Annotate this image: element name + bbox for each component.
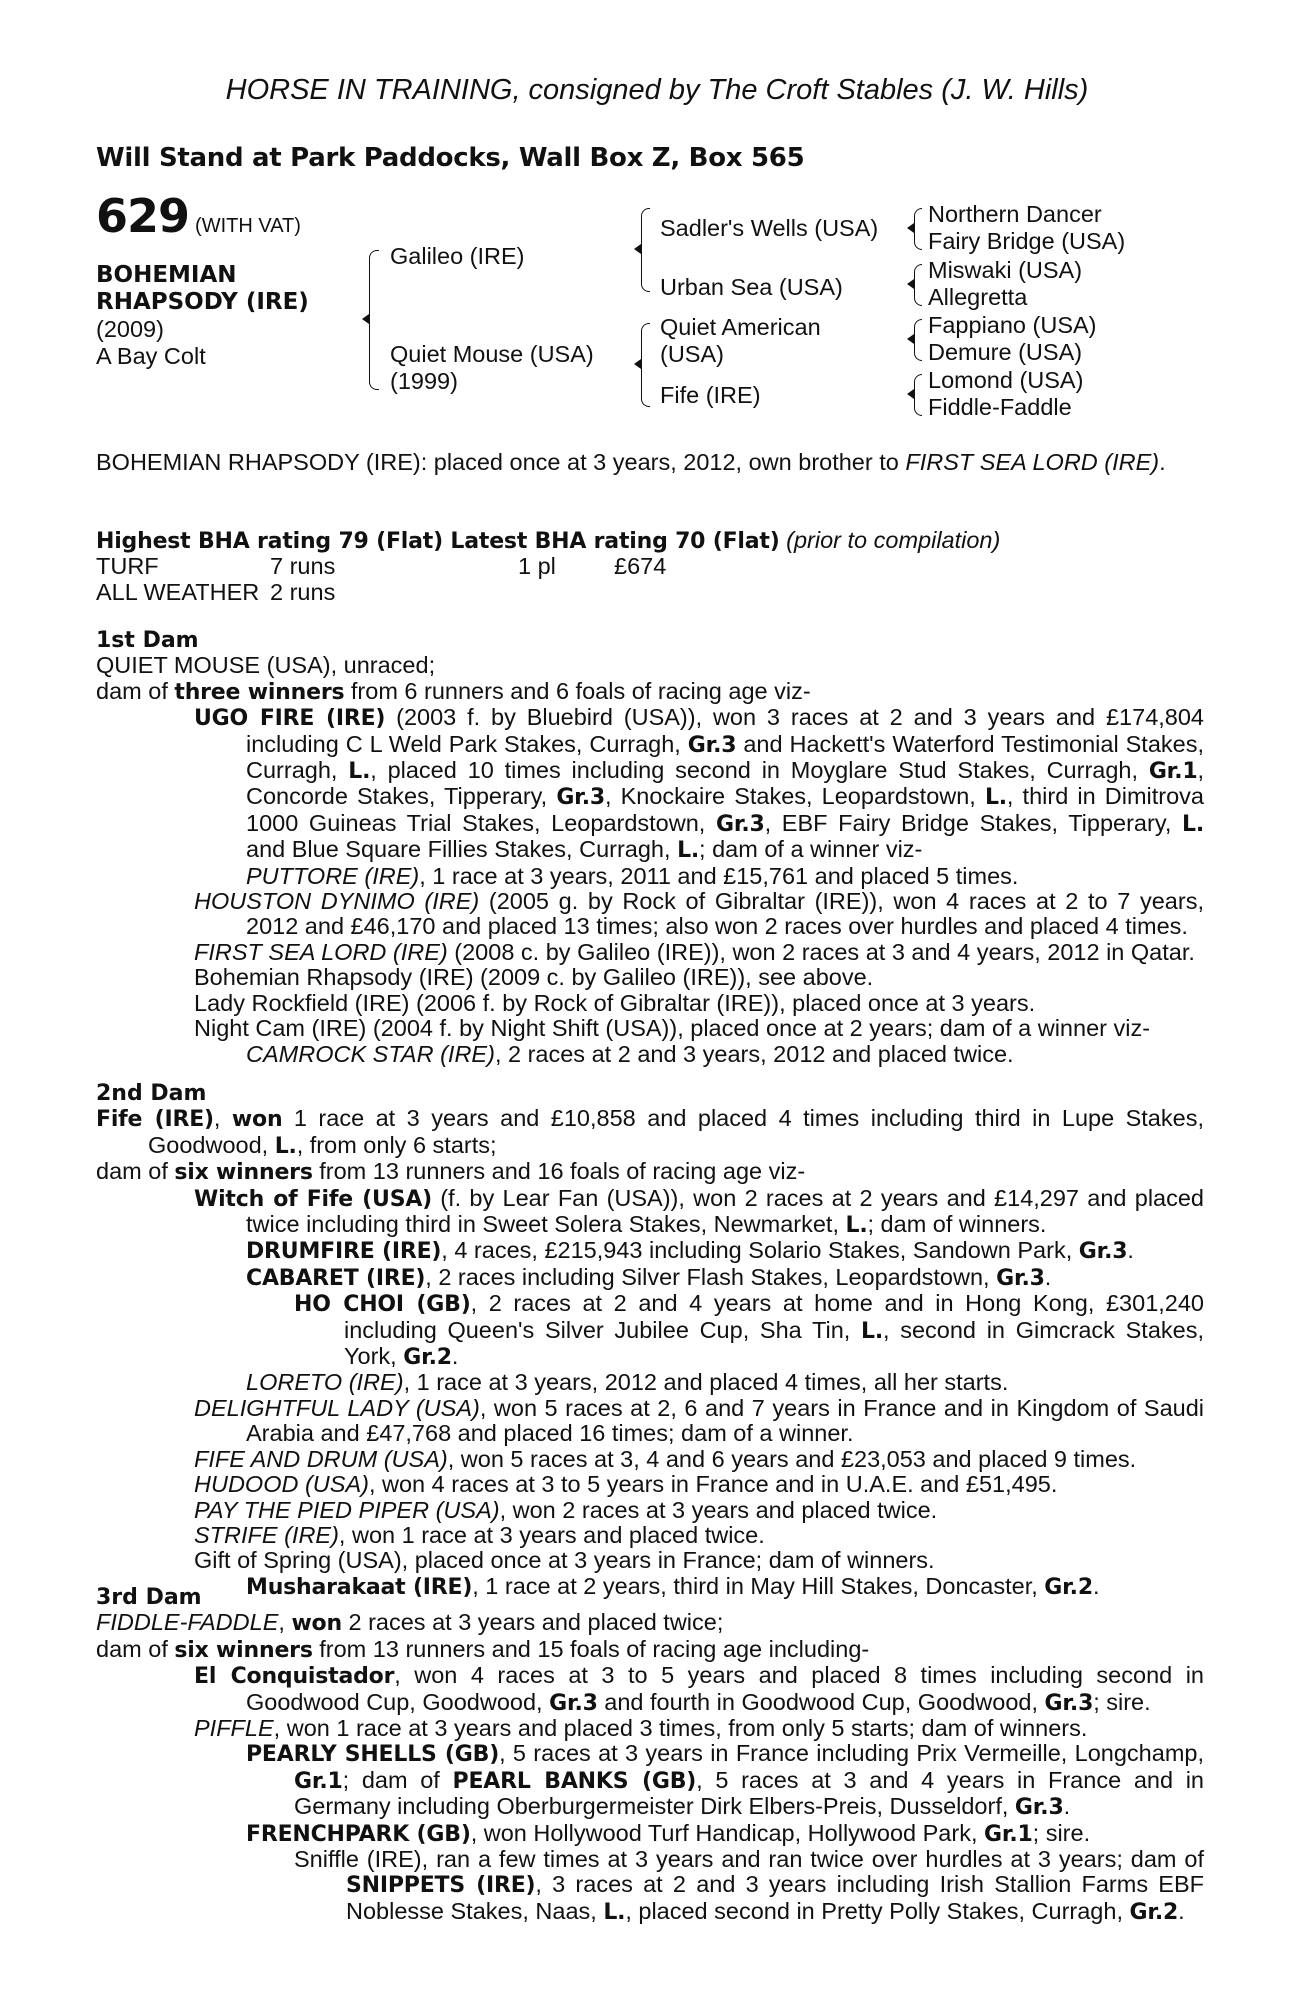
horse-description: A Bay Colt: [96, 343, 206, 369]
dam-year: (1999): [390, 368, 458, 394]
dam-sire-sire: Fappiano (USA): [928, 312, 1097, 338]
pedigree-brace-point: [634, 244, 641, 254]
sire-sire: Sadler's Wells (USA): [660, 215, 879, 241]
pedigree-brace-main: [369, 250, 379, 390]
sire: Galileo (IRE): [390, 243, 525, 269]
pedigree-brace-point: [907, 334, 914, 344]
sire-sire-dam: Fairy Bridge (USA): [928, 228, 1126, 254]
vat-note: (WITH VAT): [195, 215, 301, 237]
dam-dam-dam: Fiddle-Faddle: [928, 394, 1072, 420]
pedigree-brace: [914, 374, 922, 416]
stand-location: Will Stand at Park Paddocks, Wall Box Z, Box 565: [96, 143, 805, 173]
pedigree-brace-point: [362, 314, 369, 324]
progeny-entry: UGO FIRE (IRE) (2003 f. by Bluebird (USA)), won 3 races at 2 and 3 years and £174,804 including C L Weld Park Stakes, Curragh, Gr.3 and Hackett's Waterford Testimonial Stakes, Curragh, L., placed 10 times including second in Moyglare Stud Stakes, Curragh, Gr.1, Concorde Stakes, Tipperary, Gr.3, Knockaire Stakes, Leopardstown, L., third in Dimitrova 1000 Guineas Trial Stakes, Leopardstown, Gr.3, EBF Fairy Bridge Stakes, Tipperary, L. and Blue Square Fillies Stakes, Curragh, L.; dam of a winner viz-: [194, 704, 1205, 864]
progeny-entry: PEARLY SHELLS (GB), 5 races at 3 years in France including Prix Vermeille, Longchamp, Gr.1; dam of PEARL BANKS (GB), 5 races at 3 and 4 years in France and in Germany including Oberburgermeister Dirk Elbers-Preis, Dusseldorf, Gr.3.: [246, 1740, 1205, 1821]
progeny-entry: STRIFE (IRE), won 1 race at 3 years and placed twice.: [194, 1521, 765, 1548]
horse-info: [96, 316, 206, 370]
progeny-entry: Sniffle (IRE), ran a few times at 3 years and ran twice over hurdles at 3 years; dam of SNIPPETS (IRE), 3 races at 2 and 3 years including Irish Stallion Farms EBF Noblesse Stakes, Naas, L., placed second in Pretty Polly Stakes, Curragh, Gr.2.: [294, 1846, 1204, 1925]
progeny-entry: LORETO (IRE), 1 race at 3 years, 2012 and placed 4 times, all her starts.: [246, 1369, 1009, 1396]
progeny-entry: El Conquistador, won 4 races at 3 to 5 years and placed 8 times including second in Goodwood Cup, Goodwood, Gr.3 and fourth in Goodwood Cup, Goodwood, Gr.3; sire.: [194, 1662, 1204, 1716]
dam: Quiet Mouse (USA): [390, 341, 594, 367]
pedigree-brace-point: [907, 389, 914, 399]
sire-dam: Urban Sea (USA): [660, 274, 843, 300]
progeny-entry: CABARET (IRE), 2 races including Silver Flash Stakes, Leopardstown, Gr.3.: [246, 1263, 1052, 1291]
progeny-entry: Musharakaat (IRE), 1 race at 2 years, third in May Hill Stakes, Doncaster, Gr.2.: [246, 1572, 1100, 1600]
dam-sire-country: (USA): [660, 341, 724, 367]
horse-name: BOHEMIAN RHAPSODY (IRE): [96, 262, 309, 315]
race-summary: BOHEMIAN RHAPSODY (IRE): placed once at 3 years, 2012, own brother to FIRST SEA LORD (IRE).: [96, 449, 1166, 475]
progeny-entry: Gift of Spring (USA), placed once at 3 years in France; dam of winners.: [194, 1547, 935, 1574]
bha-ratings: Highest BHA rating 79 (Flat) Latest BHA rating 70 (Flat): [96, 529, 780, 554]
lot-heading: [96, 189, 301, 243]
sire-sire-sire: Northern Dancer: [928, 201, 1102, 227]
progeny-entry: FIFE AND DRUM (USA), won 5 races at 3, 4 and 6 years and £23,053 and placed 9 times.: [194, 1445, 1137, 1472]
section-heading: 1st Dam: [96, 628, 199, 653]
progeny-entry: PIFFLE, won 1 race at 3 years and placed 3 times, from only 5 starts; dam of winners.: [194, 1715, 1088, 1742]
dam-dam-sire: Lomond (USA): [928, 367, 1084, 393]
ratings-note: (prior to compilation): [786, 527, 1001, 553]
turf-record: TURF 7 runs 1 pl £674: [96, 553, 667, 580]
catalogue-header: HORSE IN TRAINING, consigned by The Croft Stables (J. W. Hills): [225, 74, 1089, 106]
progeny-entry: DELIGHTFUL LADY (USA), won 5 races at 2, 6 and 7 years in France and in Kingdom of Saudi Arabia and £47,768 and placed 16 times; dam of a winner.: [194, 1394, 1204, 1447]
progeny-entry: Night Cam (IRE) (2004 f. by Night Shift (USA)), placed once at 2 years; dam of a winner viz-: [194, 1015, 1151, 1042]
pedigree-brace-point: [634, 359, 641, 369]
pedigree-brace-point: [907, 223, 914, 233]
dam-sire-dam: Demure (USA): [928, 339, 1083, 365]
foaling-year: (2009): [96, 316, 164, 342]
progeny-entry: HUDOOD (USA), won 4 races at 3 to 5 years in France and in U.A.E. and £51,495.: [194, 1471, 1058, 1498]
ratings-block: [96, 528, 1204, 605]
progeny-entry: HOUSTON DYNIMO (IRE) (2005 g. by Rock of Gibraltar (IRE)), won 4 races at 2 to 7 years, 2012 and £46,170 and placed 13 times; also won 2 races over hurdles and placed 4 times.: [194, 888, 1204, 940]
sire-dam-dam: Allegretta: [928, 284, 1028, 310]
pedigree-brace-point: [907, 279, 914, 289]
pedigree-brace: [914, 208, 922, 250]
aw-record: ALL WEATHER 2 runs: [96, 578, 336, 605]
progeny-entry: Lady Rockfield (IRE) (2006 f. by Rock of Gibraltar (IRE)), placed once at 3 years.: [194, 989, 1036, 1016]
sire-dam-sire: Miswaki (USA): [928, 257, 1083, 283]
second-dam-section: 2nd Dam Fife (IRE), won 1 race at 3 years and £10,858 and placed 4 times including third in Lupe Stakes, Goodwood, L., from only 6 starts; dam of six winners from 13 runners and 16 foals of racing age viz- Witch of Fife (USA) (f. by Lear Fan (USA)), won 2 races at 2 years and £14,297 and placed twice including third in Sweet Solera Stakes, Newmarket, L.; dam of winners. DRUMFIRE (IRE), 4 races, £215,943 including Solario Stakes, Sandown Park, Gr.3. CABARET (IRE), 2 races including Silver Flash Stakes, Leopardstown, Gr.3. HO CHOI (GB), 2 races at 2 and 4 years at home and in Hong Kong, £301,240 including Queen's Silver Jubilee Cup, Sha Tin, L., second in Gimcrack Stakes, York, Gr.2. LORETO (IRE), 1 race at 3 years, 2012 and placed 4 times, all her starts. DELIGHTFUL LADY (USA), won 5 races at 2, 6 and 7 years in France and in Kingdom of Saudi Arabia and £47,768 and placed 16 times; dam of a winner. FIFE AND DRUM (USA), won 5 races at 3, 4 and 6 years and £23,053 and placed 9 times. HUDOOD (USA), won 4 races at 3 to 5 years in France and in U.A.E. and £51,495. PAY THE PIED PIPER (USA), won 2 races at 3 years and placed twice. STRIFE (IRE), won 1 race at 3 years and placed twice. Gift of Spring (USA), placed once at 3 years in France; dam of winners. Musharakaat (IRE), 1 race at 2 years, third in May Hill Stakes, Doncaster, Gr.2.: [96, 1081, 1205, 1600]
progeny-entry: Witch of Fife (USA) (f. by Lear Fan (USA)), won 2 races at 2 years and £14,297 and placed twice including third in Sweet Solera Stakes, Newmarket, L.; dam of winners.: [194, 1184, 1204, 1239]
section-heading: 3rd Dam: [96, 1585, 202, 1610]
dam-dam: Fife (IRE): [660, 382, 761, 408]
pedigree-brace: [914, 319, 922, 361]
progeny-entry: DRUMFIRE (IRE), 4 races, £215,943 including Solario Stakes, Sandown Park, Gr.3.: [246, 1237, 1134, 1265]
pedigree-brace-sire: [641, 208, 650, 292]
progeny-entry: FRENCHPARK (GB), won Hollywood Turf Handicap, Hollywood Park, Gr.1; sire.: [246, 1819, 1091, 1847]
progeny-entry: CAMROCK STAR (IRE), 2 races at 2 and 3 years, 2012 and placed twice.: [246, 1040, 1014, 1067]
third-dam-section: 3rd Dam FIDDLE-FADDLE, won 2 races at 3 years and placed twice; dam of six winners from 13 runners and 15 foals of racing age including- El Conquistador, won 4 races at 3 to 5 years and placed 8 times including second in Goodwood Cup, Goodwood, Gr.3 and fourth in Goodwood Cup, Goodwood, Gr.3; sire. PIFFLE, won 1 race at 3 years and placed 3 times, from only 5 starts; dam of winners. PEARLY SHELLS (GB), 5 races at 3 years in France including Prix Vermeille, Longchamp, Gr.1; dam of PEARL BANKS (GB), 5 races at 3 and 4 years in France and in Germany including Oberburgermeister Dirk Elbers-Preis, Dusseldorf, Gr.3. FRENCHPARK (GB), won Hollywood Turf Handicap, Hollywood Park, Gr.1; sire. Sniffle (IRE), ran a few times at 3 years and ran twice over hurdles at 3 years; dam of SNIPPETS (IRE), 3 races at 2 and 3 years including Irish Stallion Farms EBF Noblesse Stakes, Naas, L., placed second in Pretty Polly Stakes, Curragh, Gr.2.: [96, 1585, 1205, 1925]
progeny-entry: Bohemian Rhapsody (IRE) (2009 c. by Galileo (IRE)), see above.: [194, 964, 874, 991]
pedigree-brace: [914, 264, 922, 306]
progeny-entry: PAY THE PIED PIPER (USA), won 2 races at 3 years and placed twice.: [194, 1496, 938, 1523]
first-dam-section: 1st Dam QUIET MOUSE (USA), unraced; dam of three winners from 6 runners and 6 foals of racing age viz- UGO FIRE (IRE) (2003 f. by Bluebird (USA)), won 3 races at 2 and 3 years and £174,804 including C L Weld Park Stakes, Curragh, Gr.3 and Hackett's Waterford Testimonial Stakes, Curragh, L., placed 10 times including second in Moyglare Stud Stakes, Curragh, Gr.1, Concorde Stakes, Tipperary, Gr.3, Knockaire Stakes, Leopardstown, L., third in Dimitrova 1000 Guineas Trial Stakes, Leopardstown, Gr.3, EBF Fairy Bridge Stakes, Tipperary, L. and Blue Square Fillies Stakes, Curragh, L.; dam of a winner viz- PUTTORE (IRE), 1 race at 3 years, 2011 and £15,761 and placed 5 times. HOUSTON DYNIMO (IRE) (2005 g. by Rock of Gibraltar (IRE)), won 4 races at 2 to 7 years, 2012 and £46,170 and placed 13 times; also won 2 races over hurdles and placed 4 times. FIRST SEA LORD (IRE) (2008 c. by Galileo (IRE)), won 2 races at 3 and 4 years, 2012 in Qatar. Bohemian Rhapsody (IRE) (2009 c. by Galileo (IRE)), see above. Lady Rockfield (IRE) (2006 f. by Rock of Gibraltar (IRE)), placed once at 3 years. Night Cam (IRE) (2004 f. by Night Shift (USA)), placed once at 2 years; dam of a winner viz- CAMROCK STAR (IRE), 2 races at 2 and 3 years, 2012 and placed twice.: [96, 628, 1205, 1067]
brother-name: FIRST SEA LORD (IRE): [905, 449, 1160, 475]
progeny-entry: PUTTORE (IRE), 1 race at 3 years, 2011 and £15,761 and placed 5 times.: [246, 862, 1019, 889]
progeny-entry: HO CHOI (GB), 2 races at 2 and 4 years at home and in Hong Kong, £301,240 including Queen's Silver Jubilee Cup, Sha Tin, L., second in Gimcrack Stakes, York, Gr.2.: [294, 1290, 1205, 1371]
dam-sire: Quiet American: [660, 314, 821, 340]
progeny-entry: FIRST SEA LORD (IRE) (2008 c. by Galileo (IRE)), won 2 races at 3 and 4 years, 2012 in Qatar.: [194, 938, 1195, 965]
pedigree-brace-dam: [641, 323, 650, 407]
section-heading: 2nd Dam: [96, 1081, 207, 1106]
lot-number: 629: [96, 189, 190, 243]
